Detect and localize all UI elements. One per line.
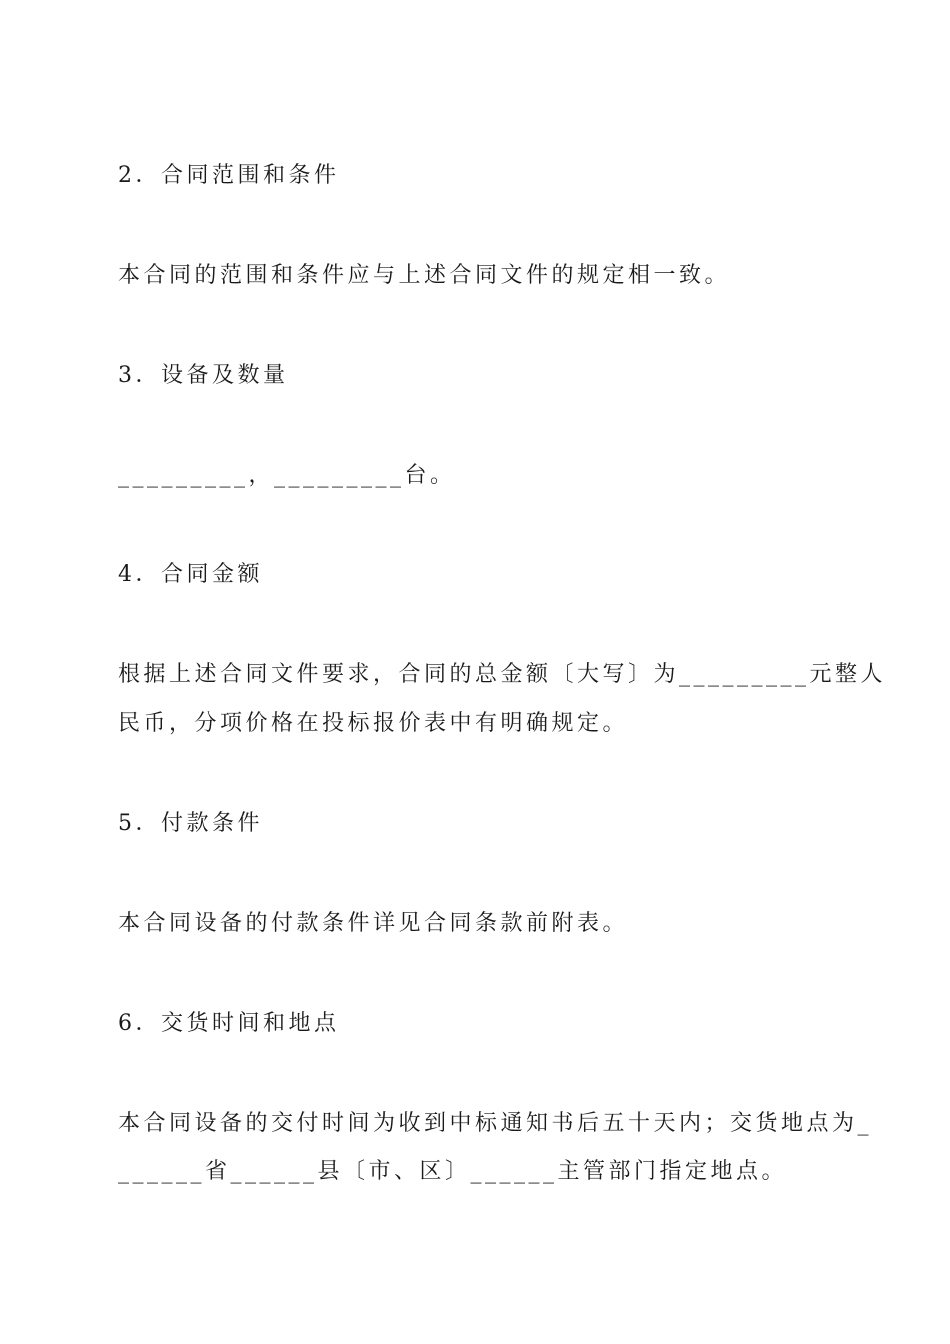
section-4-heading: 4．合同金额 [118, 562, 263, 587]
section-2-heading: 2．合同范围和条件 [118, 163, 340, 188]
section-4-body-line-1: 根据上述合同文件要求，合同的总金额〔大写〕为_________元整人 [118, 662, 887, 687]
section-5-body: 本合同设备的付款条件详见合同条款前附表。 [118, 911, 629, 936]
section-6-body-line-2: ______省______县〔市、区〕______主管部门指定地点。 [118, 1159, 788, 1184]
section-4-body-line-2: 民币，分项价格在投标报价表中有明确规定。 [118, 711, 629, 736]
section-5-heading: 5．付款条件 [118, 811, 263, 836]
section-3-heading: 3．设备及数量 [118, 363, 289, 388]
section-6-heading: 6．交货时间和地点 [118, 1011, 340, 1036]
section-6-body-line-1: 本合同设备的交付时间为收到中标通知书后五十天内；交货地点为_ [118, 1111, 873, 1136]
section-3-body: _________，_________台。 [118, 463, 456, 488]
section-2-body: 本合同的范围和条件应与上述合同文件的规定相一致。 [118, 263, 731, 288]
